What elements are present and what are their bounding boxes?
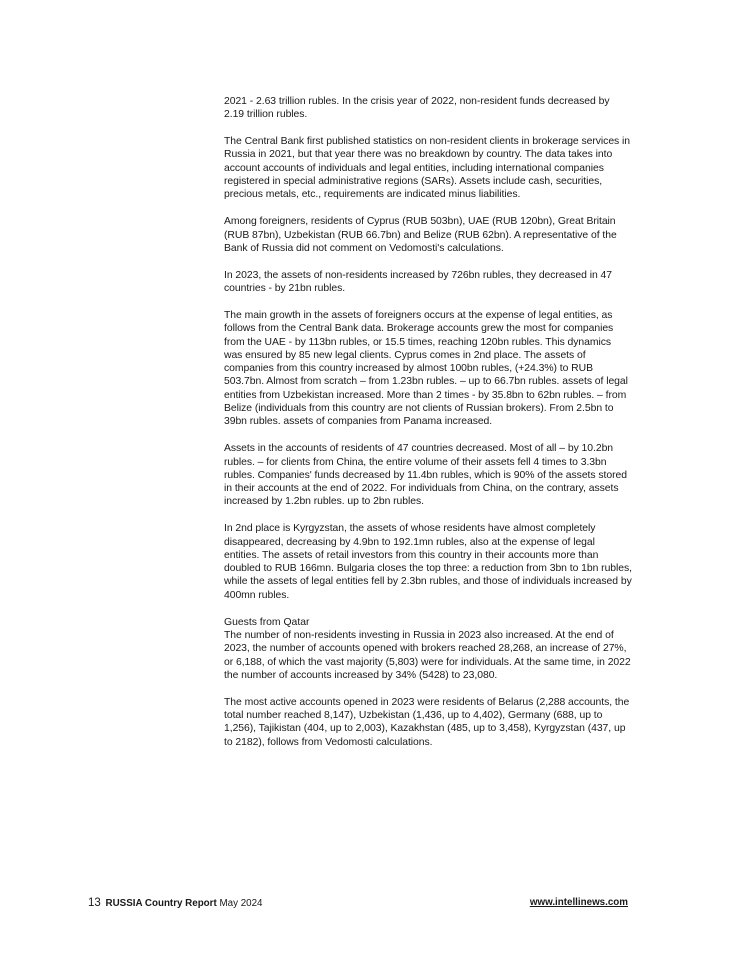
page-number: 13 [88, 897, 101, 909]
paragraph-9: The most active accounts opened in 2023 were residents of Belarus (2,288 accounts, the total number reached 8,147), Uzbekistan (1,436, up to 4,402), Germany (688, up to 1,256), Tajikistan (404, up to 2,003), Kazakhstan (485, up to 3,458), Kyrgyzstan (437, up to 2182), follows from Vedomosti calculations. [224, 696, 630, 748]
publication-title: RUSSIA Country Report [105, 898, 217, 909]
section-subheading: Guests from Qatar [224, 616, 310, 628]
article-body [224, 95, 632, 749]
paragraph-3: Among foreigners, residents of Cyprus (RUB 503bn), UAE (RUB 120bn), Great Britain (RUB 87bn), Uzbekistan (RUB 66.7bn) and Belize (RUB 62bn). A representative of the Bank of Russia did not comment on Vedomosti's calculations. [224, 216, 617, 254]
paragraph-4: In 2023, the assets of non-residents increased by 726bn rubles, they decreased in 47 countries - by 21bn rubles. [224, 269, 613, 295]
publication-date: May 2024 [219, 898, 263, 909]
paragraph-1: 2021 - 2.63 trillion rubles. In the crisis year of 2022, non-resident funds decreased by 2.19 trillion rubles. [224, 96, 610, 121]
paragraph-6: Assets in the accounts of residents of 47 countries decreased. Most of all – by 10.2bn rubles. – for clients from China, the entire volume of their assets fell 4 times to 3.3bn rubles. Companies' funds decreased by 11.4bn rubles, which is 90% of the assets stored in their accounts at the end of 2022. For individuals from China, on the contrary, assets increased by 1.2bn rubles. up to 2bn rubles. [224, 443, 627, 508]
paragraph-5: The main growth in the assets of foreigners occurs at the expense of legal entities, as follows from the Central Bank data. Brokerage accounts grew the most for companies from the UAE - by 113bn rubles, or 15.5 times, reaching 120bn rubles. This dynamics was ensured by 85 new legal clients. Cyprus comes in 2nd place. The assets of companies from this country increased by almost 100bn rubles, (+24.3%) to RUB 503.7bn. Almost from scratch – from 1.23bn rubles. – up to 66.7bn rubles. assets of legal entities from Uzbekistan increased. More than 2 times - by 35.8bn to 62bn rubles. – from Belize (individuals from this country are not clients of Russian brokers). From 2.5bn to 39bn rubles. assets of companies from Panama increased. [224, 309, 628, 428]
paragraph-2: The Central Bank first published statistics on non-resident clients in brokerage services in Russia in 2021, but that year there was no breakdown by country. The data takes into account accounts of individuals and legal entities, including international companies registered in special administrative regions (SARs). Assets include cash, securities, precious metals, etc., requirements are indicated minus liabilities. [224, 136, 631, 201]
page-footer [88, 896, 628, 910]
paragraph-7: In 2nd place is Kyrgyzstan, the assets of whose residents have almost completely disappeared, decreasing by 4.9bn to 192.1mn rubles, also at the expense of legal entities. The assets of retail investors from this country in their accounts more than doubled to RUB 166mn. Bulgaria closes the top three: a reduction from 3bn to 1bn rubles, while the assets of legal entities fell by 2.3bn rubles, and those of individuals increased by 400mn rubles. [224, 523, 633, 601]
website-link[interactable]: www.intellinews.com [529, 897, 628, 908]
paragraph-8: The number of non-residents investing in Russia in 2023 also increased. At the end of 2023, the number of accounts opened with brokers reached 28,268, an increase of 27%, or 6,188, of which the vast majority (5,803) were for individuals. At the same time, in 2022 the number of accounts increased by 34% (5428) to 23,080. [224, 629, 631, 681]
